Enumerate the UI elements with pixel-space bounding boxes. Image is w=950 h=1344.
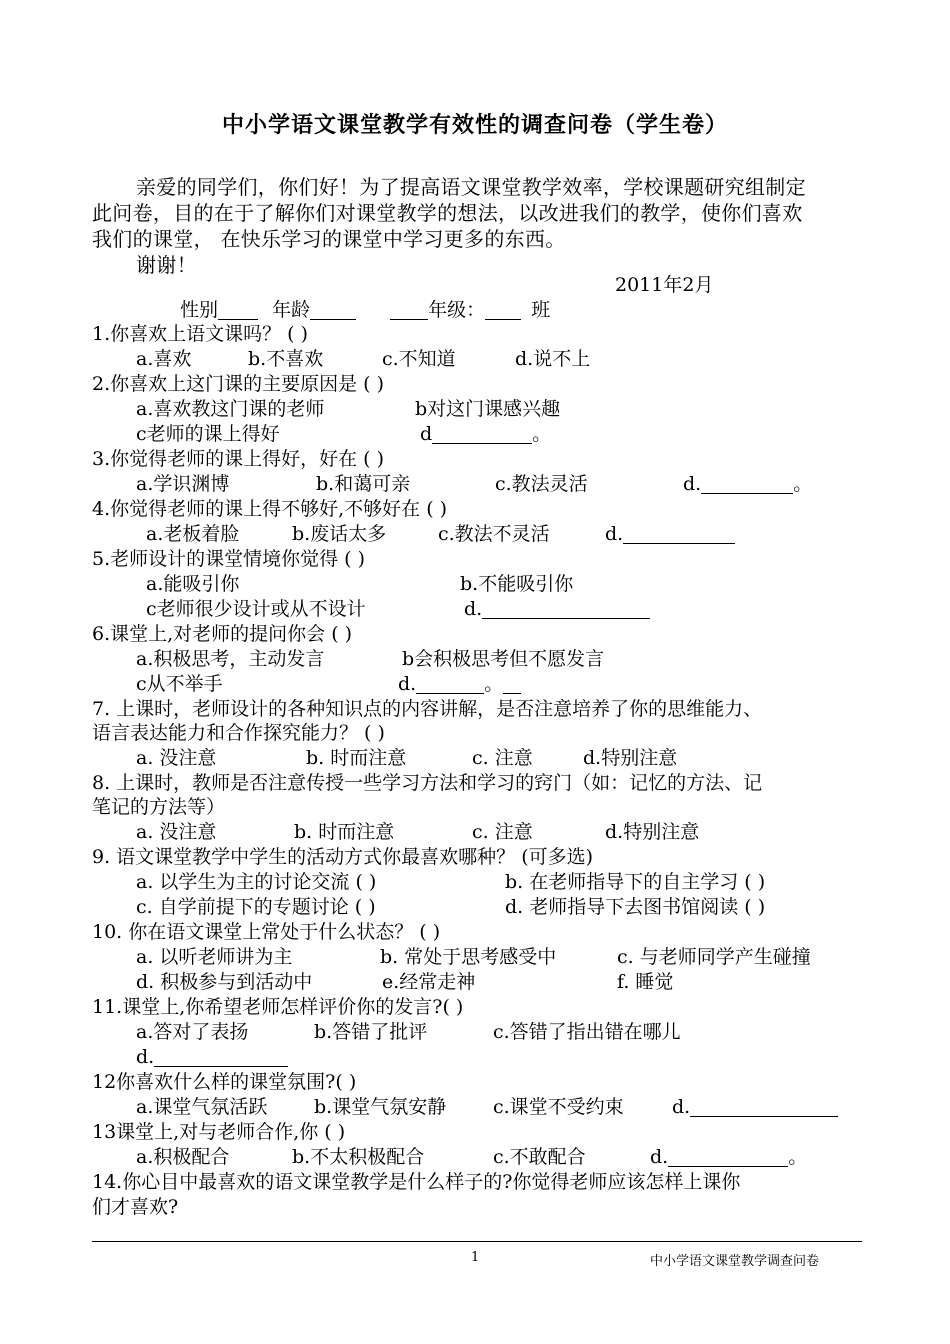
q13-d-end: 。 [788,1146,808,1168]
q11-option-d[interactable] [136,1045,288,1069]
question-14-line-1: 14.你心目中最喜欢的语文课堂教学是什么样子的?你觉得老师应该怎样上课你 [92,1171,741,1193]
q13-option-d[interactable] [650,1145,807,1169]
q13-option-b[interactable]: b.不太积极配合 [292,1146,425,1168]
q10-option-b[interactable]: b. 常处于思考感受中 [380,946,557,968]
question-12: 12你喜欢什么样的课堂氛围?( ) [92,1071,357,1093]
student-info-row [180,298,550,322]
q5-d-blank[interactable] [482,598,650,619]
gender-label: 性别 [180,299,219,321]
age-blank[interactable] [310,299,356,320]
document-title: 中小学语文课堂教学有效性的调查问卷（学生卷） [221,113,728,138]
q10-option-e[interactable]: e.经常走神 [382,971,476,993]
intro-line-3: 我们的课堂， 在快乐学习的课堂中学习更多的东西。 [92,227,566,251]
q4-d-blank[interactable] [623,523,735,544]
intro-thanks: 谢谢！ [136,253,197,277]
survey-date: 2011年2月 [615,274,714,296]
page-number: 1 [471,1250,480,1265]
q12-option-c[interactable]: c.课堂不受约束 [493,1096,624,1118]
q9-option-d[interactable]: d. 老师指导下去图书馆阅读 ( ) [505,896,766,918]
question-9: 9. 语文课堂教学中学生的活动方式你最喜欢哪种？ (可多选) [92,846,594,868]
q3-option-c[interactable]: c.教法灵活 [495,473,588,495]
q3-option-b[interactable]: b.和蔼可亲 [316,473,411,495]
q13-d-label: d. [650,1146,669,1168]
q4-d-label: d. [605,523,624,545]
q6-d-label: d. [398,673,417,695]
question-3: 3.你觉得老师的课上得好，好在 ( ) [92,448,385,470]
q11-d-label: d. [136,1046,155,1068]
q10-option-c[interactable]: c. 与老师同学产生碰撞 [617,946,811,968]
question-2: 2.你喜欢上这门课的主要原因是 ( ) [92,373,385,395]
q12-option-a[interactable]: a.课堂气氛活跃 [136,1096,268,1118]
q12-option-b[interactable]: b.课堂气氛安静 [314,1096,447,1118]
q1-option-d[interactable]: d.说不上 [515,348,591,370]
q3-d-label: d. [683,473,702,495]
q9-option-c[interactable]: c. 自学前提下的专题讨论 ( ) [136,896,376,918]
q12-d-label: d. [672,1096,691,1118]
q1-option-a[interactable]: a.喜欢 [136,348,192,370]
q6-d-blank[interactable] [416,673,484,694]
q5-option-b[interactable]: b.不能吸引你 [460,573,574,595]
q2-d-blank[interactable] [432,423,532,444]
q2-option-d[interactable] [420,422,551,446]
q10-option-d[interactable]: d. 积极参与到活动中 [136,971,313,993]
q5-option-a[interactable]: a.能吸引你 [146,573,240,595]
question-4: 4.你觉得老师的课上得不够好,不够好在 ( ) [92,498,448,520]
intro-line-1: 亲爱的同学们，你们好！为了提高语文课堂教学效率，学校课题研究组制定 [136,175,806,199]
intro-line-2: 此问卷，目的在于了解你们对课堂教学的想法，以改进我们的教学，使你们喜欢 [92,201,803,225]
q11-option-c[interactable]: c.答错了指出错在哪儿 [493,1021,681,1043]
q6-d-end: 。 [484,673,504,695]
q6-option-d[interactable] [398,672,521,696]
q5-option-c[interactable]: c老师很少设计或从不设计 [146,598,366,620]
question-1: 1.你喜欢上语文课吗？ ( ) [92,323,309,345]
q2-d-label: d [420,423,433,445]
question-7-line-1: 7. 上课时，老师设计的各种知识点的内容讲解，是否注意培养了你的思维能力、 [92,698,763,720]
q6-option-c[interactable]: c从不举手 [136,673,223,695]
q2-option-b[interactable]: b对这门课感兴趣 [415,398,561,420]
q3-option-a[interactable]: a.学识渊博 [136,473,230,495]
q6-d-blank-tail [503,673,521,694]
age-label: 年龄 [272,299,311,321]
class-label: 班 [531,299,551,321]
grade-blank[interactable] [390,299,428,320]
q2-d-end: 。 [532,423,552,445]
q3-d-end: 。 [793,473,813,495]
q1-option-c[interactable]: c.不知道 [382,348,456,370]
q13-option-a[interactable]: a.积极配合 [136,1146,230,1168]
question-8-line-1: 8. 上课时，教师是否注意传授一些学习方法和学习的窍门（如：记忆的方法、记 [92,772,763,794]
q12-d-blank[interactable] [690,1096,838,1117]
q3-option-d[interactable] [683,472,812,496]
q11-option-b[interactable]: b.答错了批评 [314,1021,428,1043]
q8-option-c[interactable]: c. 注意 [472,821,533,843]
q4-option-b[interactable]: b.废话太多 [292,523,387,545]
q4-option-a[interactable]: a.老板着脸 [146,523,240,545]
question-7-line-2: 语言表达能力和合作探究能力？ ( ) [92,722,385,744]
question-11: 11.课堂上,你希望老师怎样评价你的发言?( ) [92,996,464,1018]
footer-divider [92,1241,862,1242]
grade-label: 年级： [428,299,486,321]
q7-option-a[interactable]: a. 没注意 [136,747,217,769]
q9-option-b[interactable]: b. 在老师指导下的自主学习 ( ) [505,871,766,893]
q7-option-c[interactable]: c. 注意 [472,747,533,769]
q1-option-b[interactable]: b.不喜欢 [248,348,324,370]
question-13: 13课堂上,对与老师合作,你 ( ) [92,1121,346,1143]
q8-option-d[interactable]: d.特别注意 [605,821,700,843]
footer-doc-name: 中小学语文课堂教学调查问卷 [650,1254,820,1269]
question-6: 6.课堂上,对老师的提问你会 ( ) [92,623,353,645]
q10-option-f[interactable]: f. 睡觉 [617,971,674,993]
q9-option-a[interactable]: a. 以学生为主的讨论交流 ( ) [136,871,377,893]
q11-d-blank[interactable] [154,1046,288,1067]
question-8-line-2: 笔记的方法等） [92,796,226,818]
class-blank[interactable] [485,299,521,320]
q12-option-d[interactable] [672,1095,838,1119]
q13-option-c[interactable]: c.不敢配合 [493,1146,586,1168]
q6-option-a[interactable]: a.积极思考，主动发言 [136,648,325,670]
q11-option-a[interactable]: a.答对了表扬 [136,1021,249,1043]
q13-d-blank[interactable] [668,1146,788,1167]
q4-option-d[interactable] [605,522,735,546]
q5-option-d[interactable] [464,597,650,621]
q7-option-b[interactable]: b. 时而注意 [306,747,407,769]
question-10: 10. 你在语文课堂上常处于什么状态？ ( ) [92,921,441,943]
gender-blank[interactable] [218,299,258,320]
question-14-line-2: 们才喜欢? [92,1196,179,1218]
q8-option-b[interactable]: b. 时而注意 [294,821,395,843]
q6-option-b[interactable]: b会积极思考但不愿发言 [402,648,605,670]
q8-option-a[interactable]: a. 没注意 [136,821,217,843]
q3-d-blank[interactable] [701,473,793,494]
q2-option-a[interactable]: a.喜欢教这门课的老师 [136,398,325,420]
q2-option-c[interactable]: c老师的课上得好 [136,423,280,445]
q7-option-d[interactable]: d.特别注意 [583,747,678,769]
q5-d-label: d. [464,598,483,620]
q10-option-a[interactable]: a. 以听老师讲为主 [136,946,293,968]
question-5: 5.老师设计的课堂情境你觉得 ( ) [92,548,366,570]
q4-option-c[interactable]: c.教法不灵活 [438,523,550,545]
